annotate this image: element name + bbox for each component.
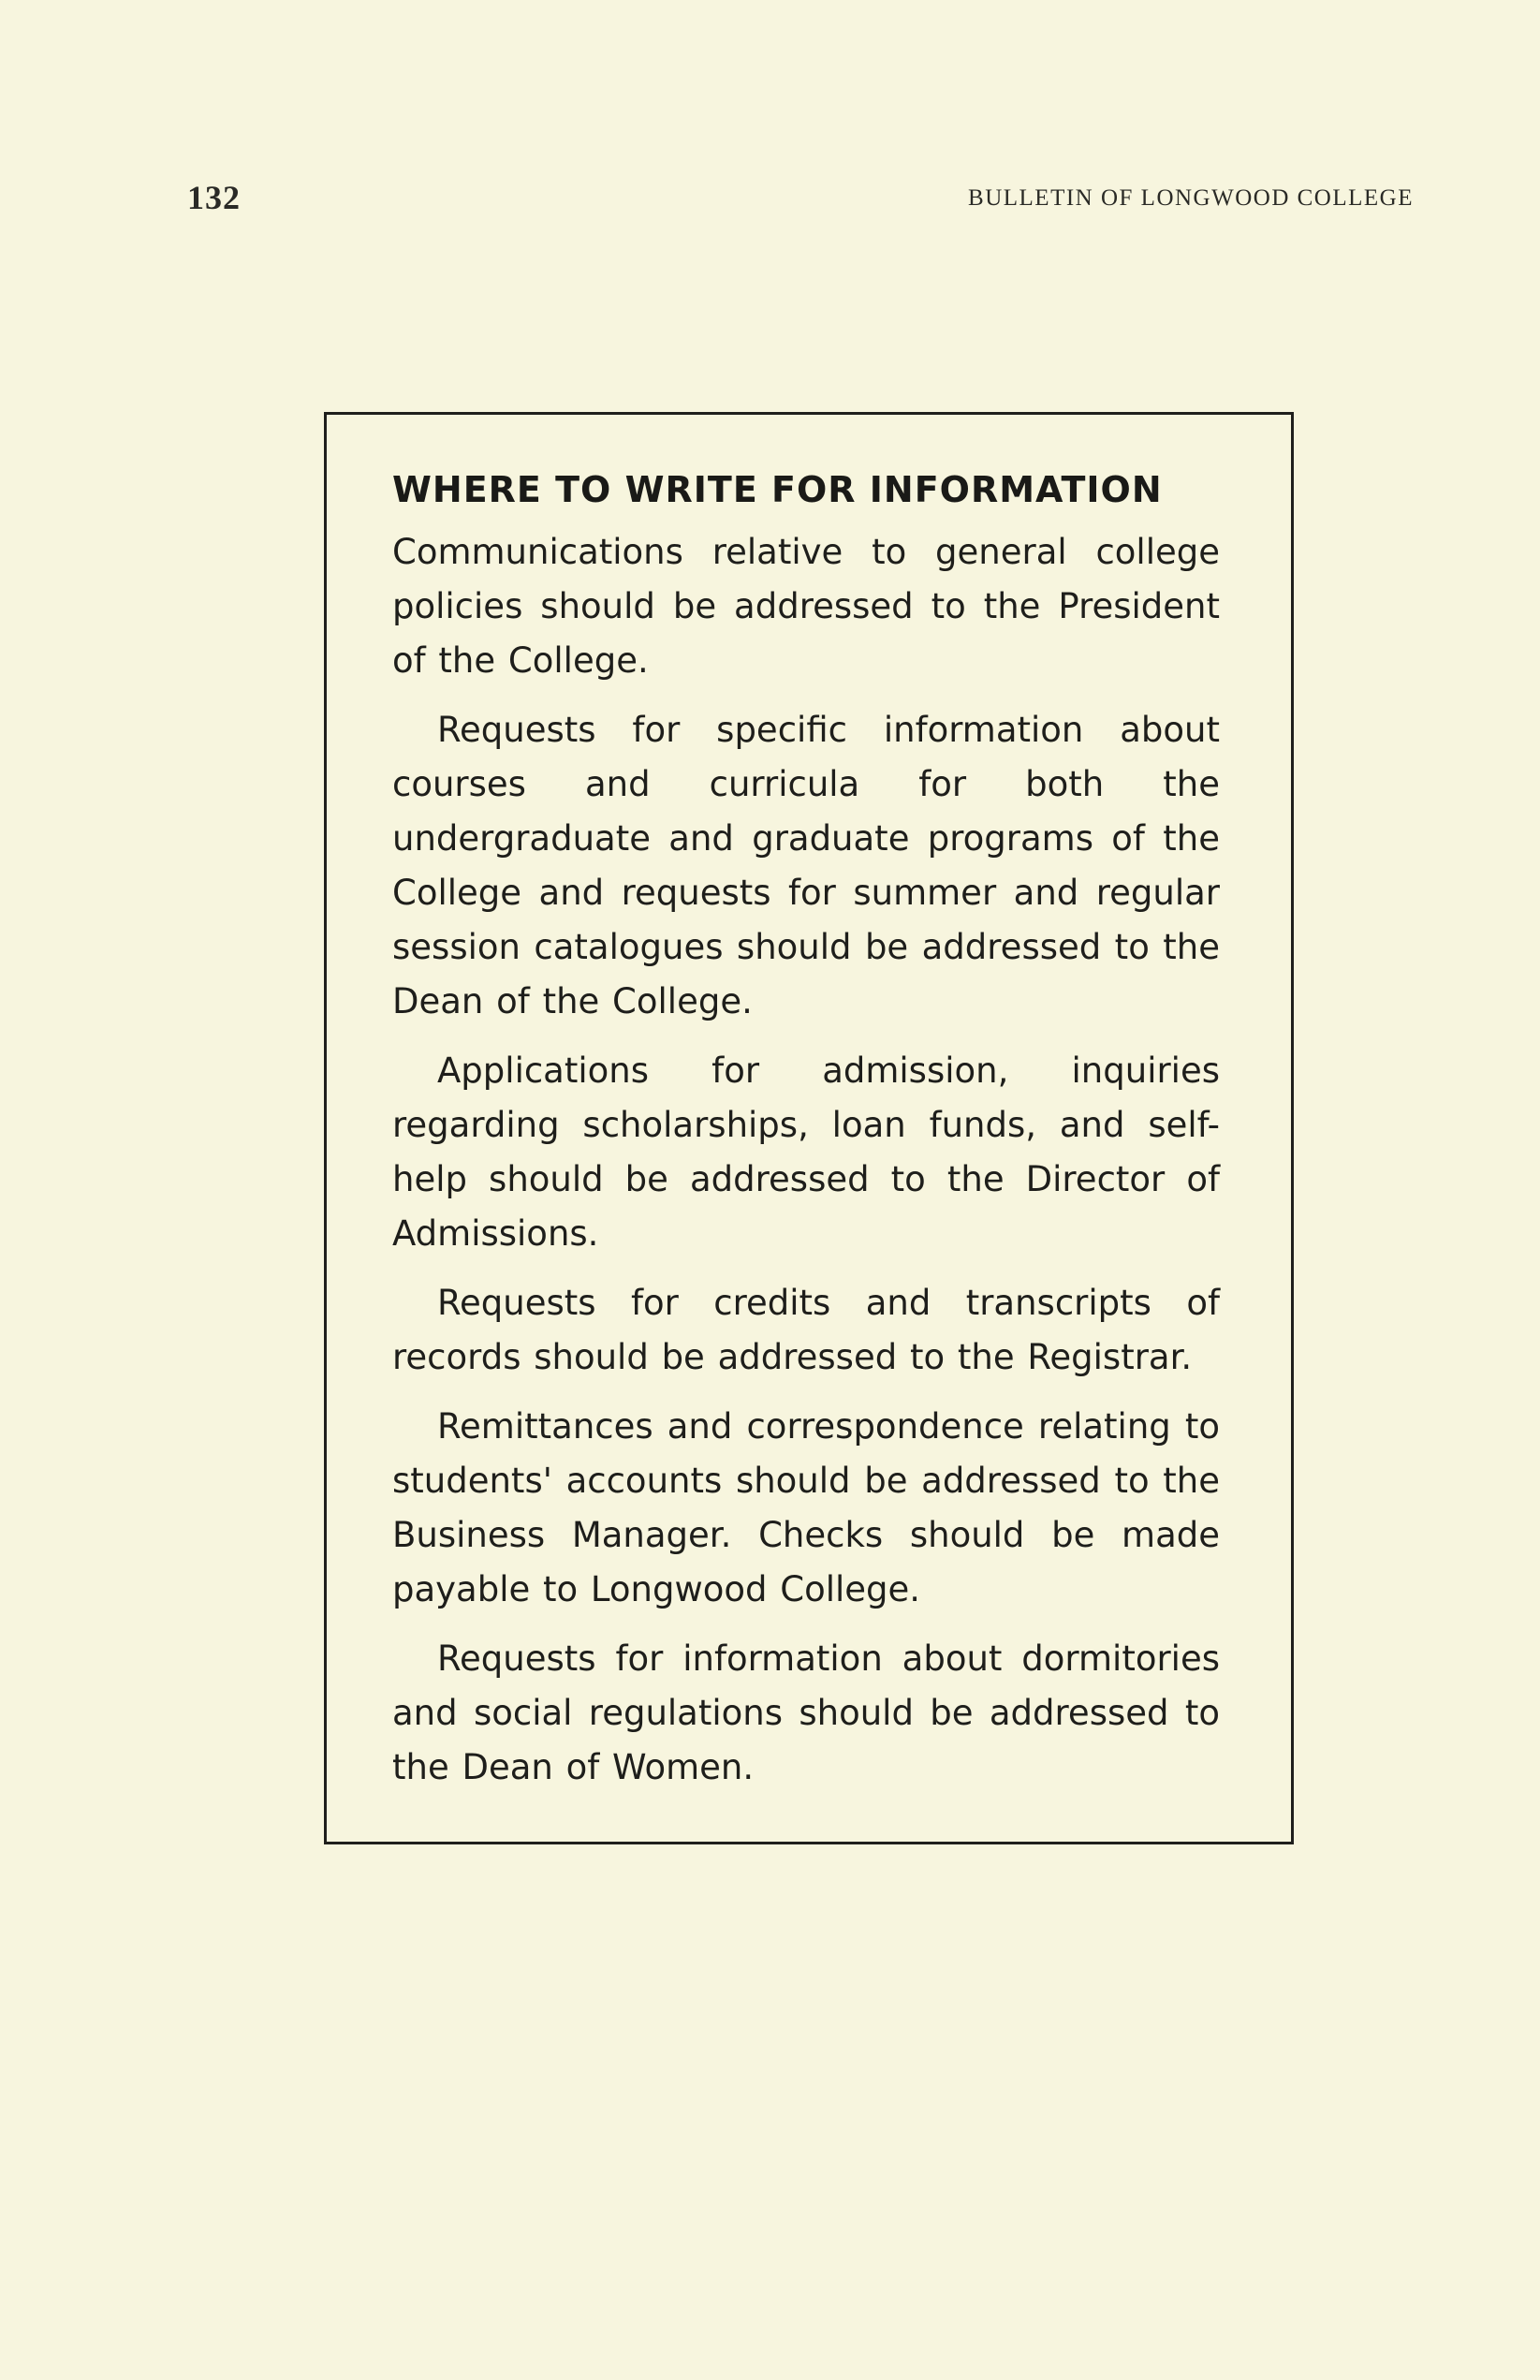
running-title: BULLETIN OF LONGWOOD COLLEGE	[968, 185, 1414, 211]
paragraph-dean-of-women: Requests for information about dormitories and social regulations should be addressed to the Dean of Women.	[392, 1638, 1220, 1787]
running-header	[187, 178, 1414, 225]
paragraph-admissions: Applications for admission, inquiries regarding scholarships, loan funds, and self-help should be addressed to the Director of Admissions.	[392, 1050, 1220, 1254]
paragraph-registrar: Requests for credits and transcripts of records should be addressed to the Registrar.	[392, 1283, 1220, 1377]
paragraph-business-manager: Remittances and correspondence relating to students' accounts should be addressed to the Business Manager. Checks should be made payable to Longwood College.	[392, 1406, 1220, 1609]
paragraph-president: Communications relative to general college policies should be addressed to the President of the College.	[392, 532, 1220, 681]
paragraph-dean-of-college: Requests for specific information about courses and curricula for both the undergraduate and graduate programs of the College and requests for summer and regular session catalogues should be addressed to the Dean of the College.	[392, 710, 1220, 1021]
box-title: WHERE TO WRITE FOR INFORMATION	[392, 469, 1163, 510]
page-number: 132	[187, 179, 241, 216]
information-box	[324, 412, 1294, 1844]
